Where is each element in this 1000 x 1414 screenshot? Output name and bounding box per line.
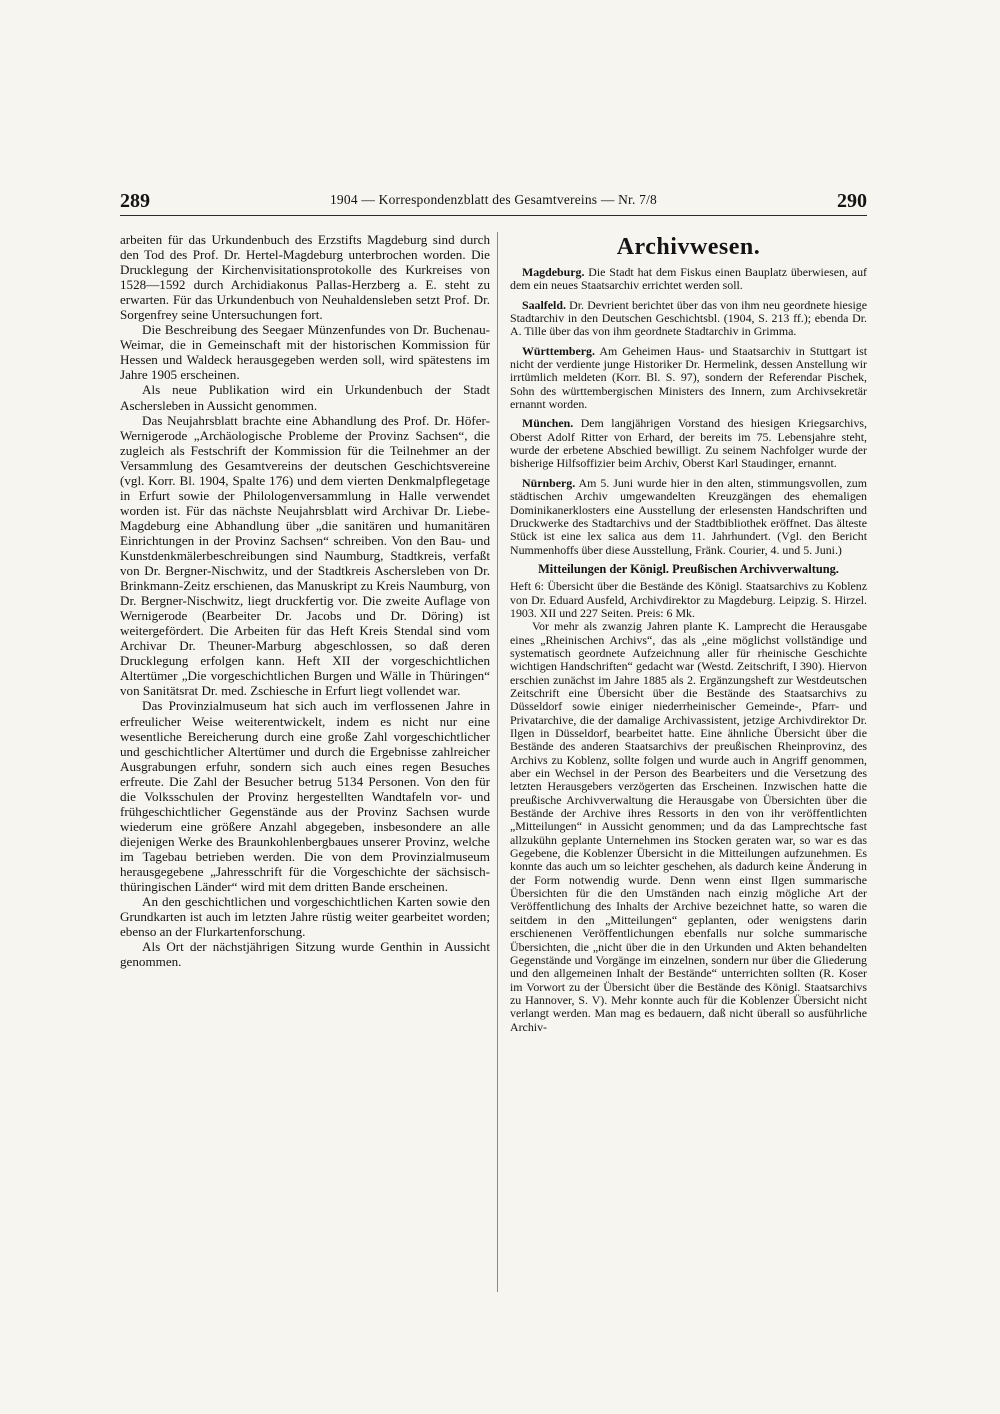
subsection-heading: Mitteilungen der Königl. Preußischen Archivverwaltung. bbox=[538, 561, 839, 576]
news-entry bbox=[510, 266, 867, 293]
left-column bbox=[120, 232, 490, 969]
paragraph: An den geschichtlichen und vorgeschichtlichen Karten sowie den Grundkarten ist auch im letzten Jahre rüstig weiter gearbeitet worden; ebenso an der Flurkartenforschung. bbox=[120, 894, 490, 940]
column-divider bbox=[497, 232, 498, 1292]
entry-text: Dr. Devrient berichtet über das von ihm neu geordnete hiesige Stadtarchiv in den Deutschen Geschichtsbl. (1904, S. 213 ff.); ebenda Dr. A. Tille über das von ihm geordnete Stadtarchiv in Grimma. bbox=[510, 297, 867, 339]
news-entry bbox=[510, 345, 867, 412]
page-number-left: 289 bbox=[120, 190, 150, 212]
entry-place: Saalfeld. bbox=[522, 297, 566, 312]
entry-place: München. bbox=[522, 416, 574, 431]
news-entry bbox=[510, 299, 867, 339]
review-paragraph: Vor mehr als zwanzig Jahren plante K. Lamprecht die Herausgabe eines „Rheinischen Archivs“, das als „eine möglichst vollständige und systematisch geordnete Aufzeichnung aller für rheinische Geschichte wichtigen Handschriften“ gedacht war (Westd. Zeitschrift, I 390). Hiervon erschien zunächst im Jahre 1885 als 2. Ergänzungsheft zur Westdeutschen Zeitschrift eine Übersicht über die Bestände des Staatsarchivs zu Düsseldorf sowie einiger niederrheinischer Gemeinde-, Pfarr- und Privatarchive, die der damalige Archivassistent, jetzige Archivdirektor Dr. Ilgen in Düsseldorf, bearbeitet hatte. Eine ähnliche Übersicht über die Bestände des anderen Staatsarchivs der preußischen Rheinprovinz, des Archivs zu Koblenz, sollte folgen und wurde auch in Angriff genommen, aber ein Wechsel in der Person des Bearbeiters und die Versetzung des letzten Herausgebers verzögerten das Erscheinen. Inzwischen hatte die preußische Archivverwaltung die Herausgabe von Übersichten über die Bestände der Archive ihres Ressorts in den von ihr veröffentlichten „Mitteilungen“ in Aussicht genommen; und da das Lamprechtsche fast allzukühn geplante Unternehmen ins Stocken geraten war, so war es das Gegebene, die Koblenzer Übersicht in die Mitteilungen aufzunehmen. Es konnte das auch um so leichter geschehen, als dadurch keine Änderung in der Form notwendig wurde. Denn wenn einst Ilgen summarische Übersichten für die den Umständen nach einzig mögliche Art der Veröffentlichung des Inhalts der Archive bezeichnet hatte, so waren die seitdem in den „Mitteilungen“ geplanten, oder wenigstens darin erschienenen Veröffentlichungen ebenfalls nur solche summarische Übersichten, die „nicht über die in den Urkunden und Akten behandelten Gegenstände und Vorgänge im einzelnen, sondern nur über die Gliederung und den allgemeinen Inhalt der Bestände“ unterrichten sollten (R. Koser im Vorwort zu der Übersicht über die Bestände des Königl. Staatsarchivs zu Hannover, S. V). Mehr konnte auch für die Koblenzer Übersicht nicht verlangt werden. Man mag es bedauern, daß nicht überall so ausführliche Archiv- bbox=[510, 619, 867, 1034]
entry-place: Magdeburg. bbox=[522, 265, 585, 279]
header-rule bbox=[120, 215, 867, 216]
entry-text: Am 5. Juni wurde hier in den alten, stimmungsvollen, zum städtischen Archiv umgewandelten Kreuzgängen des ehemaligen Dominikanerklosters eine Ausstellung der erlesensten Handschriften und Druckwerke des Stadtarchivs und der Stadtbibliothek eröffnet. Das älteste Stück ist eine lex salica aus dem 11. Jahrhundert. (Vgl. den Bericht Nummenhoffs über diese Ausstellung, Fränk. Courier, 4. und 5. Juni.) bbox=[510, 475, 867, 557]
right-column bbox=[510, 232, 867, 1034]
paragraph: arbeiten für das Urkundenbuch des Erzstifts Magdeburg sind durch den Tod des Prof. Dr. Hertel-Magdeburg unterbrochen worden. Die Drucklegung der Kirchenvisitationsprotokolle des Kurkreises von 1528—1592 durch Archidiakonus Pallas-Herzberg a. E. steht zu erwarten. Für das Urkundenbuch von Neuhaldensleben setzt Prof. Dr. Sorgenfrey seine Untersuchungen fort. bbox=[120, 232, 490, 323]
paragraph: Das Neujahrsblatt brachte eine Abhandlung des Prof. Dr. Höfer-Wernigerode „Archäologische Probleme der Provinz Sachsen“, die zugleich als Festschrift der Kommission für die Teilnehmer an der Versammlung des Gesamtvereins der deutschen Geschichtsvereine (vgl. Korr. Bl. 1904, Spalte 176) und dem vierten Denkmalpflegetage in Erfurt sowie der Philologenversammlung in Halle verwendet worden ist. Für das nächste Neujahrsblatt wird Archivar Dr. Liebe-Magdeburg eine Abhandlung über „die sanitären und humanitären Einrichtungen in der Provinz Sachsen“ schreiben. Von den Bau- und Kunstdenkmälerbeschreibungen sind Naumburg, Stadtkreis, verfaßt von Dr. Bergner-Nischwitz, und der Stadtkreis Aschersleben von Dr. Brinkmann-Zeitz erschienen, das Manuskript zu Kreis Naumburg, von Dr. Bergner-Nischwitz, liegt druckfertig vor. Die zweite Auflage von Wernigerode (Bearbeiter Dr. Jacobs und Dr. Döring) ist weitergefördert. Die Arbeiten für das Heft Kreis Stendal sind vom Archivar Dr. Theuner-Marburg abgeschlossen, so daß deren Drucklegung erfolgen kann. Heft XII der vorgeschichtlichen Altertümer „Die vorgeschichtlichen Burgen und Wälle in Thüringen“ von Sanitätsrat Dr. med. Zschiesche in Erfurt liegt vollendet war. bbox=[120, 412, 490, 699]
paragraph: Als Ort der nächstjährigen Sitzung wurde Genthin in Aussicht genommen. bbox=[120, 939, 490, 970]
section-title: Archivwesen. bbox=[616, 234, 761, 260]
entry-text: Dem langjährigen Vorstand des hiesigen Kriegsarchivs, Oberst Adolf Ritter von Erhard, der bereits im 75. Lebensjahre steht, wurde der erbetene Abschied bewilligt. Zu seinem Nachfolger wurde der bisherige Hilfsoffizier beim Archiv, Oberst Karl Staudinger, ernannt. bbox=[510, 416, 867, 471]
paragraph: Als neue Publikation wird ein Urkundenbuch der Stadt Aschersleben in Aussicht genommen. bbox=[120, 382, 490, 413]
entry-text: Die Stadt hat dem Fiskus einen Bauplatz überwiesen, auf dem ein neues Staatsarchiv errichtet werden soll. bbox=[510, 265, 867, 293]
entry-place: Württemberg. bbox=[522, 343, 595, 358]
page-number-right: 290 bbox=[837, 190, 867, 212]
entry-text: Am Geheimen Haus- und Staatsarchiv in Stuttgart ist nicht der verdiente junge Historiker Dr. Hermelink, dessen Anstellung wir irrtümlich meldeten (Korr. Bl. S. 97), sondern der Referendar Pischek, Sohn des württembergischen Ministers des Innern, zum Archivsekretär ernannt worden. bbox=[510, 343, 867, 412]
page-header bbox=[120, 190, 867, 212]
running-title: 1904 — Korrespondenzblatt des Gesamtvereins — Nr. 7/8 bbox=[329, 192, 658, 207]
entry-place: Nürnberg. bbox=[522, 475, 576, 490]
paragraph: Die Beschreibung des Seegaer Münzenfundes von Dr. Buchenau-Weimar, die in Gemeinschaft mit der historischen Kommission für Hessen und Waldeck herausgegeben werden soll, wird spätestens im Jahre 1905 erscheinen. bbox=[120, 322, 490, 383]
news-entry bbox=[510, 477, 867, 557]
bibliographic-entry: Heft 6: Übersicht über die Bestände des Königl. Staatsarchivs zu Koblenz von Dr. Eduard Ausfeld, Archivdirektor zu Magdeburg. Leipzig. S. Hirzel. 1903. XII und 227 Seiten. Preis: 6 Mk. bbox=[510, 579, 867, 620]
news-entry bbox=[510, 417, 867, 470]
paragraph: Das Provinzialmuseum hat sich auch im verflossenen Jahre in erfreulicher Weise weiterentwickelt, indem es nicht nur eine wesentliche Bereicherung durch eine große Zahl vorgeschichtlicher und geschichtlicher Altertümer und durch die Ergebnisse zahlreicher Ausgrabungen erfuhr, sondern sich auch eines regen Besuches erfreute. Die Zahl der Besucher betrug 5134 Personen. Von den für die Volksschulen der Provinz hergestellten Wandtafeln vor- und frühgeschichtlicher Gegenstände aus der Provinz Sachsen wurde wiederum eine größere Anzahl abgegeben, insbesondere an alle diejenigen Werke des Braunkohlenbergbaues unserer Provinz, welche im Tagebau betrieben werden. Die von dem Provinzialmuseum herausgegebene „Jahresschrift für die Vorgeschichte der sächsisch-thüringischen Länder“ wird mit dem dritten Bande erscheinen. bbox=[120, 698, 490, 895]
